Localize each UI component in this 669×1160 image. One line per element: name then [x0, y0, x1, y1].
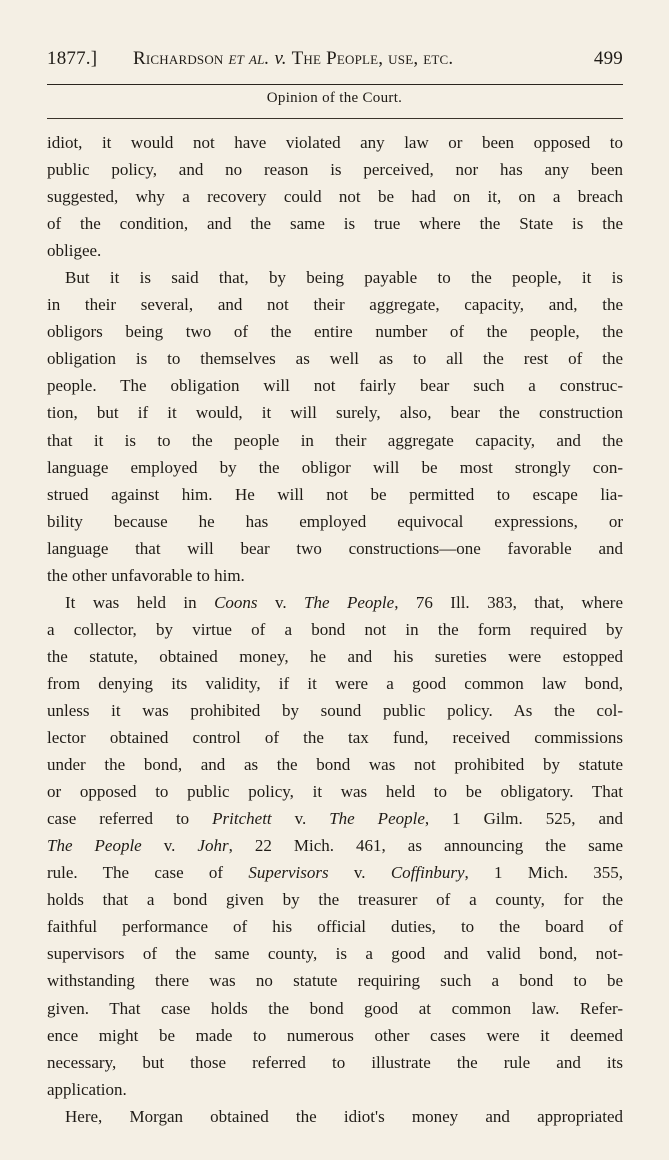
text-line	[47, 805, 623, 832]
subheader-rule	[47, 118, 623, 119]
text-line: that it is to the people in their aggregate capacity, and the	[47, 430, 623, 450]
opinion-body	[47, 129, 623, 1130]
case-name: Coons	[214, 592, 258, 612]
text-line: the other unfavorable to him.	[47, 565, 245, 585]
text-line: people. The obligation will not fairly bear such a construc-	[47, 376, 623, 396]
text-line: suggested, why a recovery could not be had on it, on a breach	[47, 187, 623, 207]
header-case-name	[133, 48, 453, 70]
text-line: application.	[47, 1079, 127, 1099]
case-name-part: et al.	[228, 48, 270, 69]
text-line: idiot, it would not have violated any law or been opposed to	[47, 133, 623, 152]
header-year: 1877.]	[47, 48, 98, 69]
text-line: But it is said that, by being payable to the people, it is	[65, 268, 623, 288]
text-line: in their several, and not their aggregate, capacity, and, the	[47, 295, 623, 315]
text-segment: v.	[328, 863, 391, 883]
text-line: or opposed to public policy, it was held to be obligatory. That	[47, 782, 623, 802]
text-segment: v.	[141, 836, 198, 856]
case-name-part: v.	[269, 48, 292, 69]
text-line: obligation is to themselves as well as to all the rest of the	[47, 349, 623, 369]
text-segment: rule. The case of	[47, 863, 249, 883]
text-line: from denying its validity, if it were a good common law bond,	[47, 673, 623, 693]
text-line: lector obtained control of the tax fund, received commissions	[47, 728, 623, 748]
text-line: public policy, and no reason is perceived, nor has any been	[47, 160, 623, 180]
text-segment: , 22 Mich. 461, as announcing the same	[228, 836, 623, 856]
text-line: strued against him. He will not be permitted to escape lia-	[47, 484, 623, 504]
text-line: obligors being two of the entire number of the people, the	[47, 322, 623, 342]
text-line: given. That case holds the bond good at common law. Refer-	[47, 998, 623, 1018]
case-name: Pritchett	[212, 809, 272, 829]
text-line: necessary, but those referred to illustrate the rule and its	[47, 1052, 623, 1072]
case-name: Supervisors	[248, 863, 329, 883]
case-name-part: The People, use, etc.	[291, 48, 454, 69]
text-line: the statute, obtained money, he and his sureties were estopped	[47, 646, 623, 666]
text-line: ence might be made to numerous other cases were it deemed	[47, 1025, 623, 1045]
text-line: unless it was prohibited by sound public policy. As the col-	[47, 700, 623, 720]
text-line: obligee.	[47, 241, 102, 261]
text-line: language employed by the obligor will be most strongly con-	[47, 457, 623, 477]
text-segment: case referred to	[47, 809, 213, 829]
case-name: Johr	[197, 836, 229, 856]
text-line: faithful performance of his official duties, to the board of	[47, 917, 623, 937]
text-line: a collector, by virtue of a bond not in the form required by	[47, 619, 623, 639]
text-segment: , 1 Gilm. 525, and	[424, 809, 623, 829]
text-line: holds that a bond given by the treasurer of a county, for the	[47, 890, 623, 910]
text-segment: , 1 Mich. 355,	[464, 863, 623, 883]
text-line	[47, 589, 623, 616]
section-subheader: Opinion of the Court.	[266, 90, 403, 106]
text-segment: v.	[257, 592, 305, 612]
text-line	[47, 832, 623, 859]
header-rule	[47, 84, 623, 85]
text-line	[47, 859, 623, 886]
case-name: The People	[47, 836, 142, 856]
text-line: bility because he has employed equivocal expressions, or	[47, 511, 623, 531]
text-line: tion, but if it would, it will surely, also, bear the construction	[47, 403, 623, 423]
text-line: withstanding there was no statute requiring such a bond to be	[47, 971, 623, 991]
running-head	[47, 48, 623, 74]
text-segment: , 76 Ill. 383, that, where	[394, 592, 623, 612]
case-name: The People	[304, 592, 395, 612]
text-segment: It was held in	[65, 592, 215, 612]
text-line: supervisors of the same county, is a good and valid bond, not-	[47, 944, 623, 964]
text-line: under the bond, and as the bond was not prohibited by statute	[47, 755, 623, 775]
case-name: The People	[329, 809, 425, 829]
text-line: Here, Morgan obtained the idiot's money and appropriated	[65, 1106, 623, 1126]
text-segment: v.	[271, 809, 330, 829]
text-line: of the condition, and the same is true where the State is the	[47, 214, 623, 234]
case-name-part: Richardson	[133, 48, 229, 69]
page-number: 499	[593, 48, 623, 69]
text-line: language that will bear two constructions—one favorable and	[47, 538, 623, 558]
case-name: Coffinbury	[390, 863, 465, 883]
